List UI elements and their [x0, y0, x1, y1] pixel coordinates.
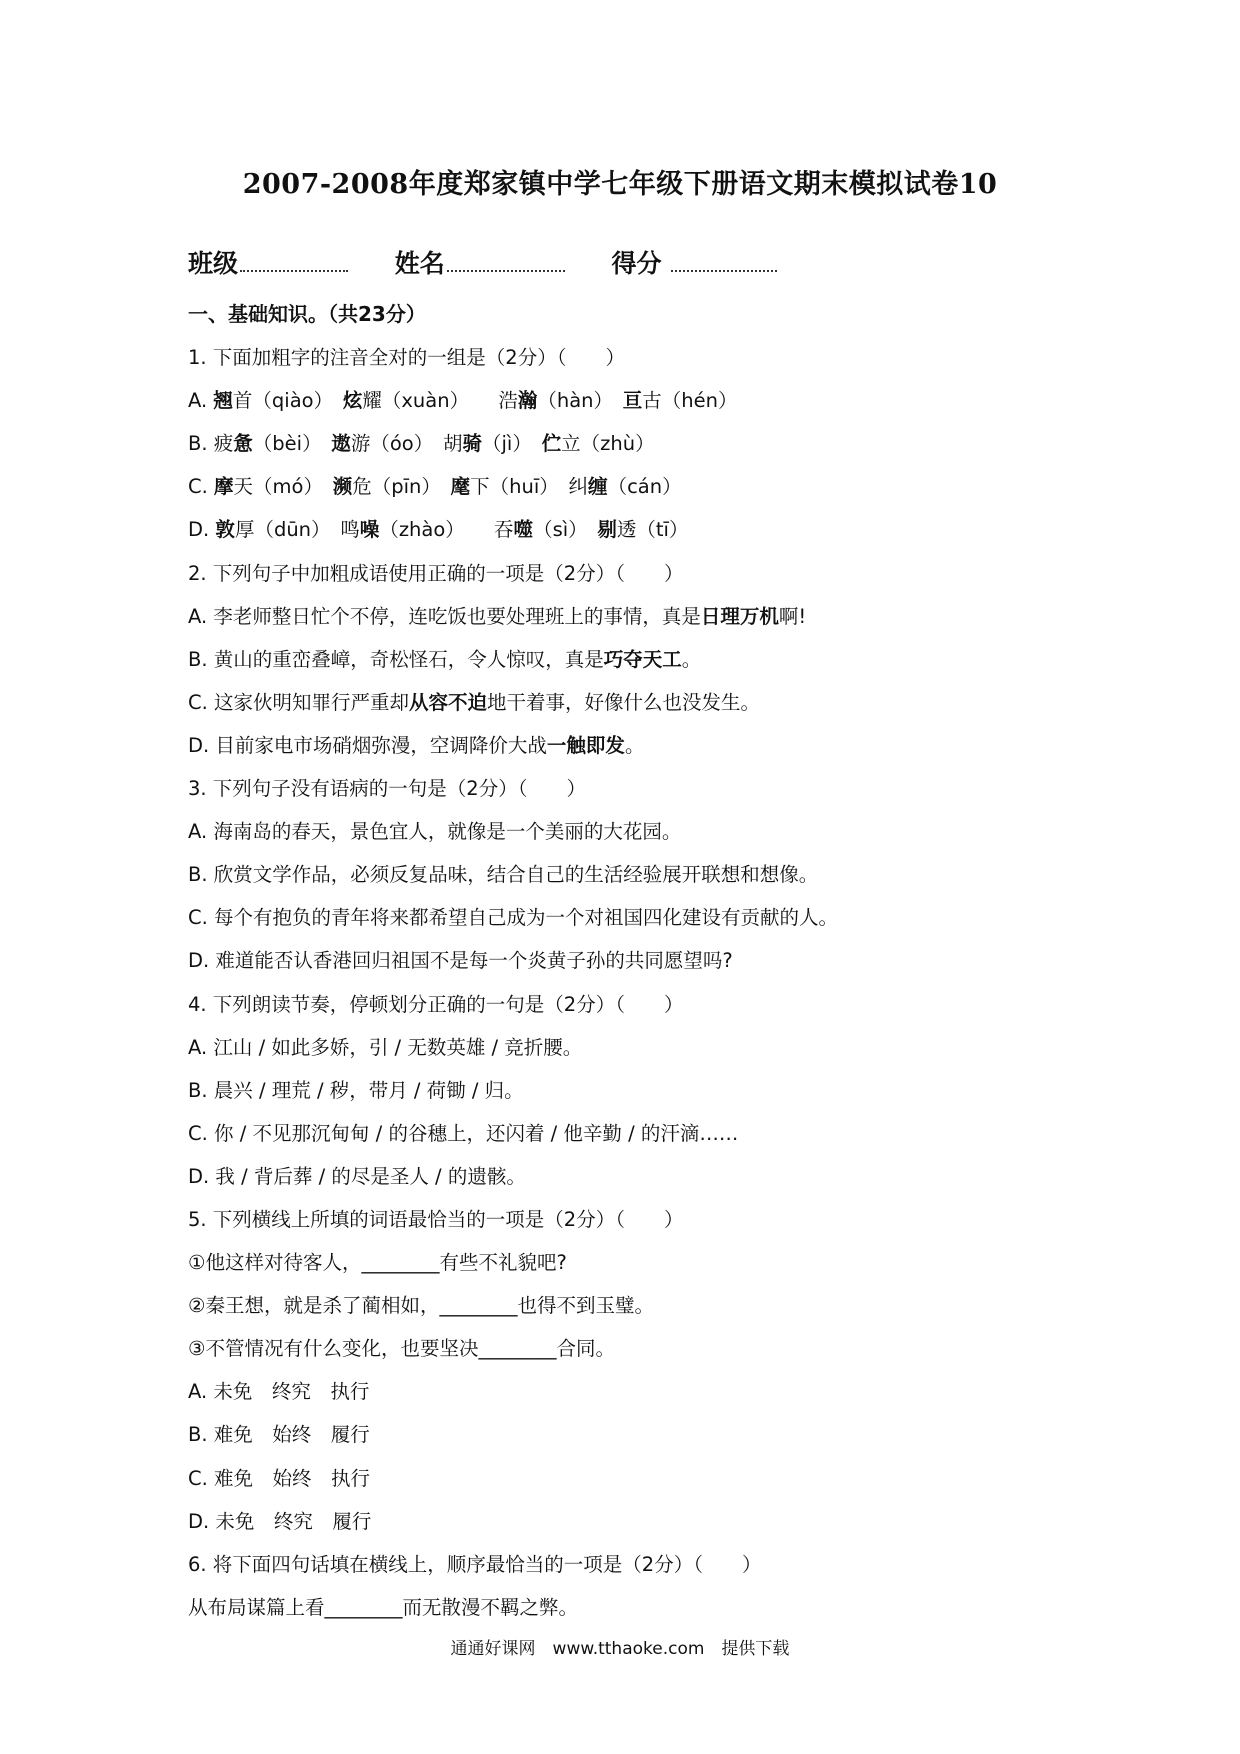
text-line: [188, 595, 1188, 638]
text-run: 4. 下列朗读节奏，停顿划分正确的一句是（2分）（ ）: [188, 992, 684, 1016]
student-info-row: [188, 244, 815, 280]
text-line: [188, 1500, 1188, 1543]
text-run: C. 这家伙明知罪行严重却: [188, 690, 410, 714]
text-line: [188, 681, 1188, 724]
class-label: 班级: [188, 249, 239, 278]
text-line: [188, 853, 1188, 896]
text-line: [188, 1026, 1188, 1069]
text-run: 6. 将下面四句话填在横线上，顺序最恰当的一项是（2分）（ ）: [188, 1552, 762, 1576]
text-run: 天（mó）: [233, 475, 333, 499]
text-run: D. 未免 终究 履行: [188, 1509, 372, 1533]
name-blank: [447, 248, 565, 272]
question-list: [188, 293, 1188, 1629]
text-run: 从布局谋篇上看________而无散漫不羁之弊。: [188, 1595, 579, 1619]
text-run: B. 欣赏文学作品，必须反复品味，结合自己的生活经验展开联想和想像。: [188, 863, 819, 887]
class-blank: [240, 248, 348, 272]
bold-text: 摩: [214, 475, 234, 499]
text-run: 危（pīn）: [352, 475, 451, 499]
text-run: ①他这样对待客人，________有些不礼貌吧?: [188, 1251, 567, 1275]
text-line: [188, 1586, 1188, 1629]
text-line: [188, 1284, 1188, 1327]
text-run: B. 疲: [188, 432, 234, 456]
text-run: ③不管情况有什么变化，也要坚决________合同。: [188, 1337, 615, 1361]
text-run: （zhào） 吞: [379, 518, 514, 542]
text-run: 1. 下面加粗字的注音全对的一组是（2分）（ ）: [188, 346, 625, 370]
bold-text: 巧夺天工: [603, 647, 682, 671]
bold-text: 缠: [588, 475, 608, 499]
text-run: 5. 下列横线上所填的词语最恰当的一项是（2分）（ ）: [188, 1207, 684, 1231]
text-run: B. 难免 始终 履行: [188, 1423, 370, 1447]
text-line: [188, 1413, 1188, 1456]
text-run: D. 我 / 背后葬 / 的尽是圣人 / 的遗骸。: [188, 1164, 526, 1188]
text-run: 耀（xuàn） 浩: [362, 389, 518, 413]
text-run: A. 海南岛的春天，景色宜人，就像是一个美丽的大花园。: [188, 820, 682, 844]
bold-text: 濒: [332, 475, 353, 499]
text-run: D.: [188, 518, 216, 542]
text-run: B. 黄山的重峦叠嶂，奇松怪石，令人惊叹，真是: [188, 647, 604, 671]
text-line: [188, 1370, 1188, 1413]
bold-text: 骑: [462, 432, 482, 456]
text-run: 古（hén）: [642, 389, 738, 413]
text-line: [188, 638, 1188, 681]
bold-text: 一触即发: [546, 733, 625, 757]
text-line: [188, 724, 1188, 767]
text-run: B. 晨兴 / 理荒 / 秽，带月 / 荷锄 / 归。: [188, 1078, 524, 1102]
bold-text: 噬: [513, 518, 534, 542]
page-title: 2007-2008年度郑家镇中学七年级下册语文期末模拟试卷10: [242, 169, 998, 200]
score-blank: [671, 248, 777, 272]
bold-text: 炫: [342, 389, 363, 413]
bold-text: 敦: [215, 518, 235, 542]
text-line: [188, 552, 1188, 595]
text-line: [188, 1069, 1188, 1112]
text-run: 游（óo） 胡: [350, 432, 463, 456]
text-line: [188, 336, 1188, 379]
text-run: D. 目前家电市场硝烟弥漫，空调降价大战: [188, 733, 547, 757]
section-heading: [188, 293, 1188, 336]
text-line: [188, 767, 1188, 810]
footer-text: 通通好课网 www.tthaoke.com 提供下载: [450, 1639, 790, 1659]
text-run: 2. 下列句子中加粗成语使用正确的一项是（2分）（ ）: [188, 561, 684, 585]
text-run: 厚（dūn） 鸣: [234, 518, 360, 542]
text-run: （jì）: [482, 432, 542, 456]
text-run: A.: [188, 389, 214, 413]
text-line: [188, 422, 1188, 465]
text-run: 首（qiào）: [232, 389, 343, 413]
text-line: [188, 1198, 1188, 1241]
text-run: （cán）: [607, 475, 682, 499]
bold-text: 剔: [597, 518, 617, 542]
text-line: [188, 810, 1188, 853]
text-line: [188, 1543, 1188, 1586]
bold-text: 瀚: [517, 389, 538, 413]
text-run: 一、基础知识。（共23分）: [188, 302, 426, 326]
text-run: 啊!: [778, 604, 807, 628]
bold-text: 噪: [359, 518, 380, 542]
text-line: [188, 379, 1188, 422]
bold-text: 遨: [331, 432, 351, 456]
bold-text: 日理万机: [700, 604, 779, 628]
text-run: C. 你 / 不见那沉甸甸 / 的谷穗上，还闪着 / 他辛勤 / 的汗滴……: [188, 1121, 739, 1145]
text-run: 下（huī） 纠: [470, 475, 589, 499]
text-line: [188, 1241, 1188, 1284]
text-run: 3. 下列句子没有语病的一句是（2分）（ ）: [188, 777, 586, 801]
text-run: 。: [624, 733, 645, 757]
text-line: [188, 508, 1188, 551]
bold-text: 惫: [233, 432, 253, 456]
text-line: [188, 983, 1188, 1026]
text-run: A. 江山 / 如此多娇，引 / 无数英雄 / 竞折腰。: [188, 1035, 583, 1059]
bold-text: 翘: [213, 389, 233, 413]
text-line: [188, 1112, 1188, 1155]
text-run: （bèi）: [252, 432, 332, 456]
text-run: 。: [681, 647, 702, 671]
text-run: C. 难免 始终 执行: [188, 1466, 371, 1490]
text-run: A. 未免 终究 执行: [188, 1380, 370, 1404]
bold-text: 麾: [450, 475, 471, 499]
text-run: 立（zhù）: [561, 432, 655, 456]
bold-text: 从容不迫: [409, 690, 488, 714]
text-line: [188, 465, 1188, 508]
text-run: C.: [188, 475, 215, 499]
name-label: 姓名: [394, 249, 445, 278]
text-line: [188, 939, 1188, 982]
text-run: ②秦王想，就是杀了蔺相如，________也得不到玉璧。: [188, 1294, 654, 1318]
text-run: A. 李老师整日忙个不停，连吃饭也要处理班上的事情，真是: [188, 604, 701, 628]
text-line: [188, 1327, 1188, 1370]
text-line: [188, 1457, 1188, 1500]
text-run: D. 难道能否认香港回归祖国不是每一个炎黄子孙的共同愿望吗?: [188, 949, 733, 973]
text-run: C. 每个有抱负的青年将来都希望自己成为一个对祖国四化建设有贡献的人。: [188, 906, 839, 930]
bold-text: 伫: [541, 432, 562, 456]
score-label: 得分: [611, 249, 662, 278]
bold-text: 亘: [622, 389, 643, 413]
text-run: 地干着事，好像什么也没发生。: [487, 690, 761, 714]
text-run: （sì）: [533, 518, 598, 542]
text-run: 透（tī）: [616, 518, 689, 542]
text-line: [188, 896, 1188, 939]
text-run: （hàn）: [537, 389, 623, 413]
text-line: [188, 1155, 1188, 1198]
